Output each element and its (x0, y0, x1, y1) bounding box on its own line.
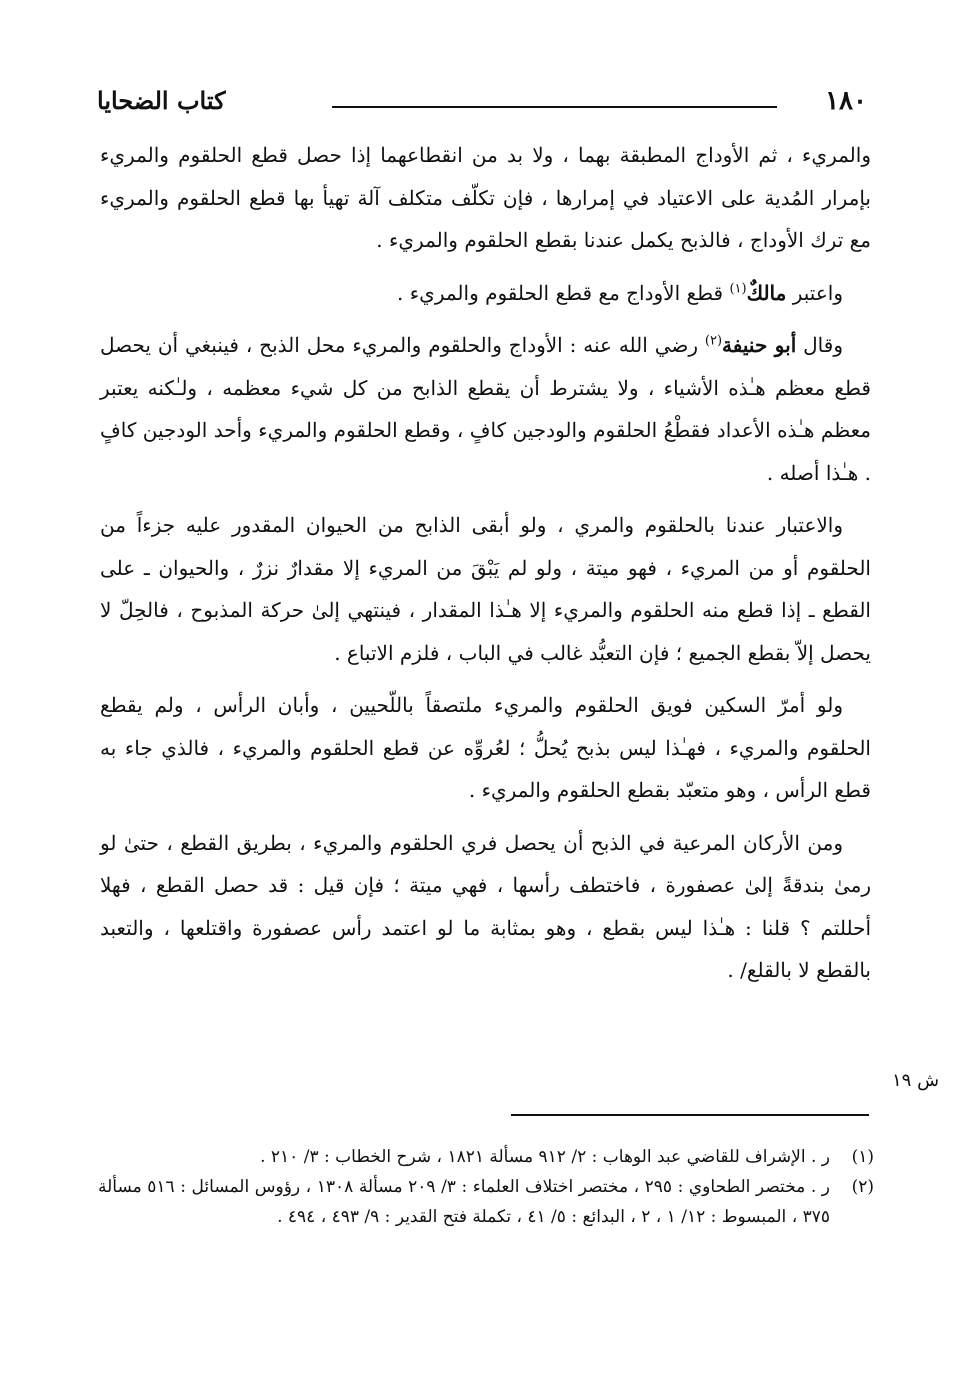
page-header (97, 84, 867, 118)
book-title: كتاب الضحايا (97, 86, 226, 115)
manuscript-sheet-marker: / (740, 958, 747, 982)
paragraph-text: قطع الأوداج مع قطع الحلقوم والمريء . (397, 280, 730, 305)
footnote (98, 1142, 874, 1172)
paragraph: ولو أمرّ السكين فويق الحلقوم والمريء ملتصقاً باللّحيين ، وأبان الرأس ، ولم يقطع الحلقوم والمريء ، فهـٰذا ليس بذبح يُحلُّ ؛ لعُروِّه عن قطع الحلقوم والمريء ، فالذي جاء به قطع الرأس ، وهو متعبّد بقطع الحلقوم والمريء . (100, 693, 871, 802)
main-text (100, 134, 871, 1002)
footnote-ref: (٢) (704, 333, 723, 349)
paragraph: والاعتبار عندنا بالحلقوم والمري ، ولو أبقى الذابح من الحيوان المقدور عليه جزءاً من الحلقوم أو من المريء ، فهو ميتة ، ولو لم يَبْقَ من المريء إلا مقدارٌ نزرٌ ، والحيوان ـ على القطع ـ إذا قطع منه الحلقوم والمريء إلا هـٰذا المقدار ، فينتهي إلىٰ حركة المذبوح ، فالحِلّ لا يحصل إلاّ بقطع الجميع ؛ فإن التعبُّد غالب في الباب ، فلزم الاتباع . (100, 513, 871, 665)
paragraph (100, 324, 871, 494)
footnote-text: ر . مختصر الطحاوي : ٢٩٥ ، مختصر اختلاف العلماء : ٣/ ٢٠٩ مسألة ١٣٠٨ ، رؤوس المسائل : ٥١٦ مسألة ٣٧٥ ، المبسوط : ١٢/ ١ ، ٢ ، البدائع : ٥/ ٤١ ، تكملة فتح القدير : ٩/ ٤٩٣ ، ٤٩٤ . (98, 1177, 830, 1227)
footnote-ref: (١) (729, 280, 747, 296)
paragraph-text: واعتبر (786, 280, 843, 305)
header-rule (332, 106, 777, 108)
footnote-number: (١) (851, 1147, 874, 1167)
paragraph (100, 822, 871, 992)
paragraph-text: . (727, 958, 741, 982)
paragraph: والمريء ، ثم الأوداج المطبقة بهما ، ولا بد من انقطاعهما إذا حصل قطع الحلقوم والمريء بإمرار المُدية على الاعتياد في إمرارها ، فإن تكلّف متكلف آلة تهيأ بها قطع الحلقوم والمريء مع ترك الأوداج ، فالذبح يكمل عندنا بقطع الحلقوم والمريء . (100, 143, 872, 252)
paragraph-text: وقال (796, 333, 843, 357)
footnote-text: ر . الإشراف للقاضي عبد الوهاب : ٢/ ٩١٢ مسألة ١٨٢١ ، شرح الخطاب : ٣/ ٢١٠ . (260, 1147, 830, 1167)
paragraph-text: ومن الأركان المرعية في الذبح أن يحصل فري الحلقوم والمريء ، بطريق القطع ، حتىٰ لو رمىٰ بندقةً إلىٰ عصفورة ، فاختطف رأسها ، فهي ميتة ؛ فإن قيل : قد حصل القطع ، فهلا أحللتم ؟ قلنا : هـٰذا ليس بقطع ، وهو بمثابة ما لو اعتمد رأس عصفورة واقتلعها ، والتعبد بالقطع لا بالقلع (100, 830, 871, 982)
scholar-name: أبو حنيفة (722, 333, 797, 357)
paragraph (100, 272, 871, 315)
footnotes (98, 1142, 874, 1232)
footnote-separator (511, 1114, 869, 1116)
paragraph-text: رضي الله عنه : الأوداج والحلقوم والمريء محل الذبح ، فينبغي أن يحصل قطع معظم هـٰذه الأشياء ، ولا يشترط أن يقطع الذابح من كل شيء معظمه ، ولـٰكنه يعتبر معظم هـٰذه الأعداد فقطْعُ الحلقوم والودجين كافٍ ، وقطع الحلقوم والمريء وأحد الودجين كافٍ . هـٰذا أصله . (100, 333, 871, 485)
margin-note: ش ١٩ (892, 1070, 940, 1091)
footnote (98, 1172, 874, 1232)
footnote-number: (٢) (851, 1177, 874, 1197)
scholar-name: مالكٌ (746, 280, 787, 305)
page-number: ١٨٠ (825, 86, 867, 116)
